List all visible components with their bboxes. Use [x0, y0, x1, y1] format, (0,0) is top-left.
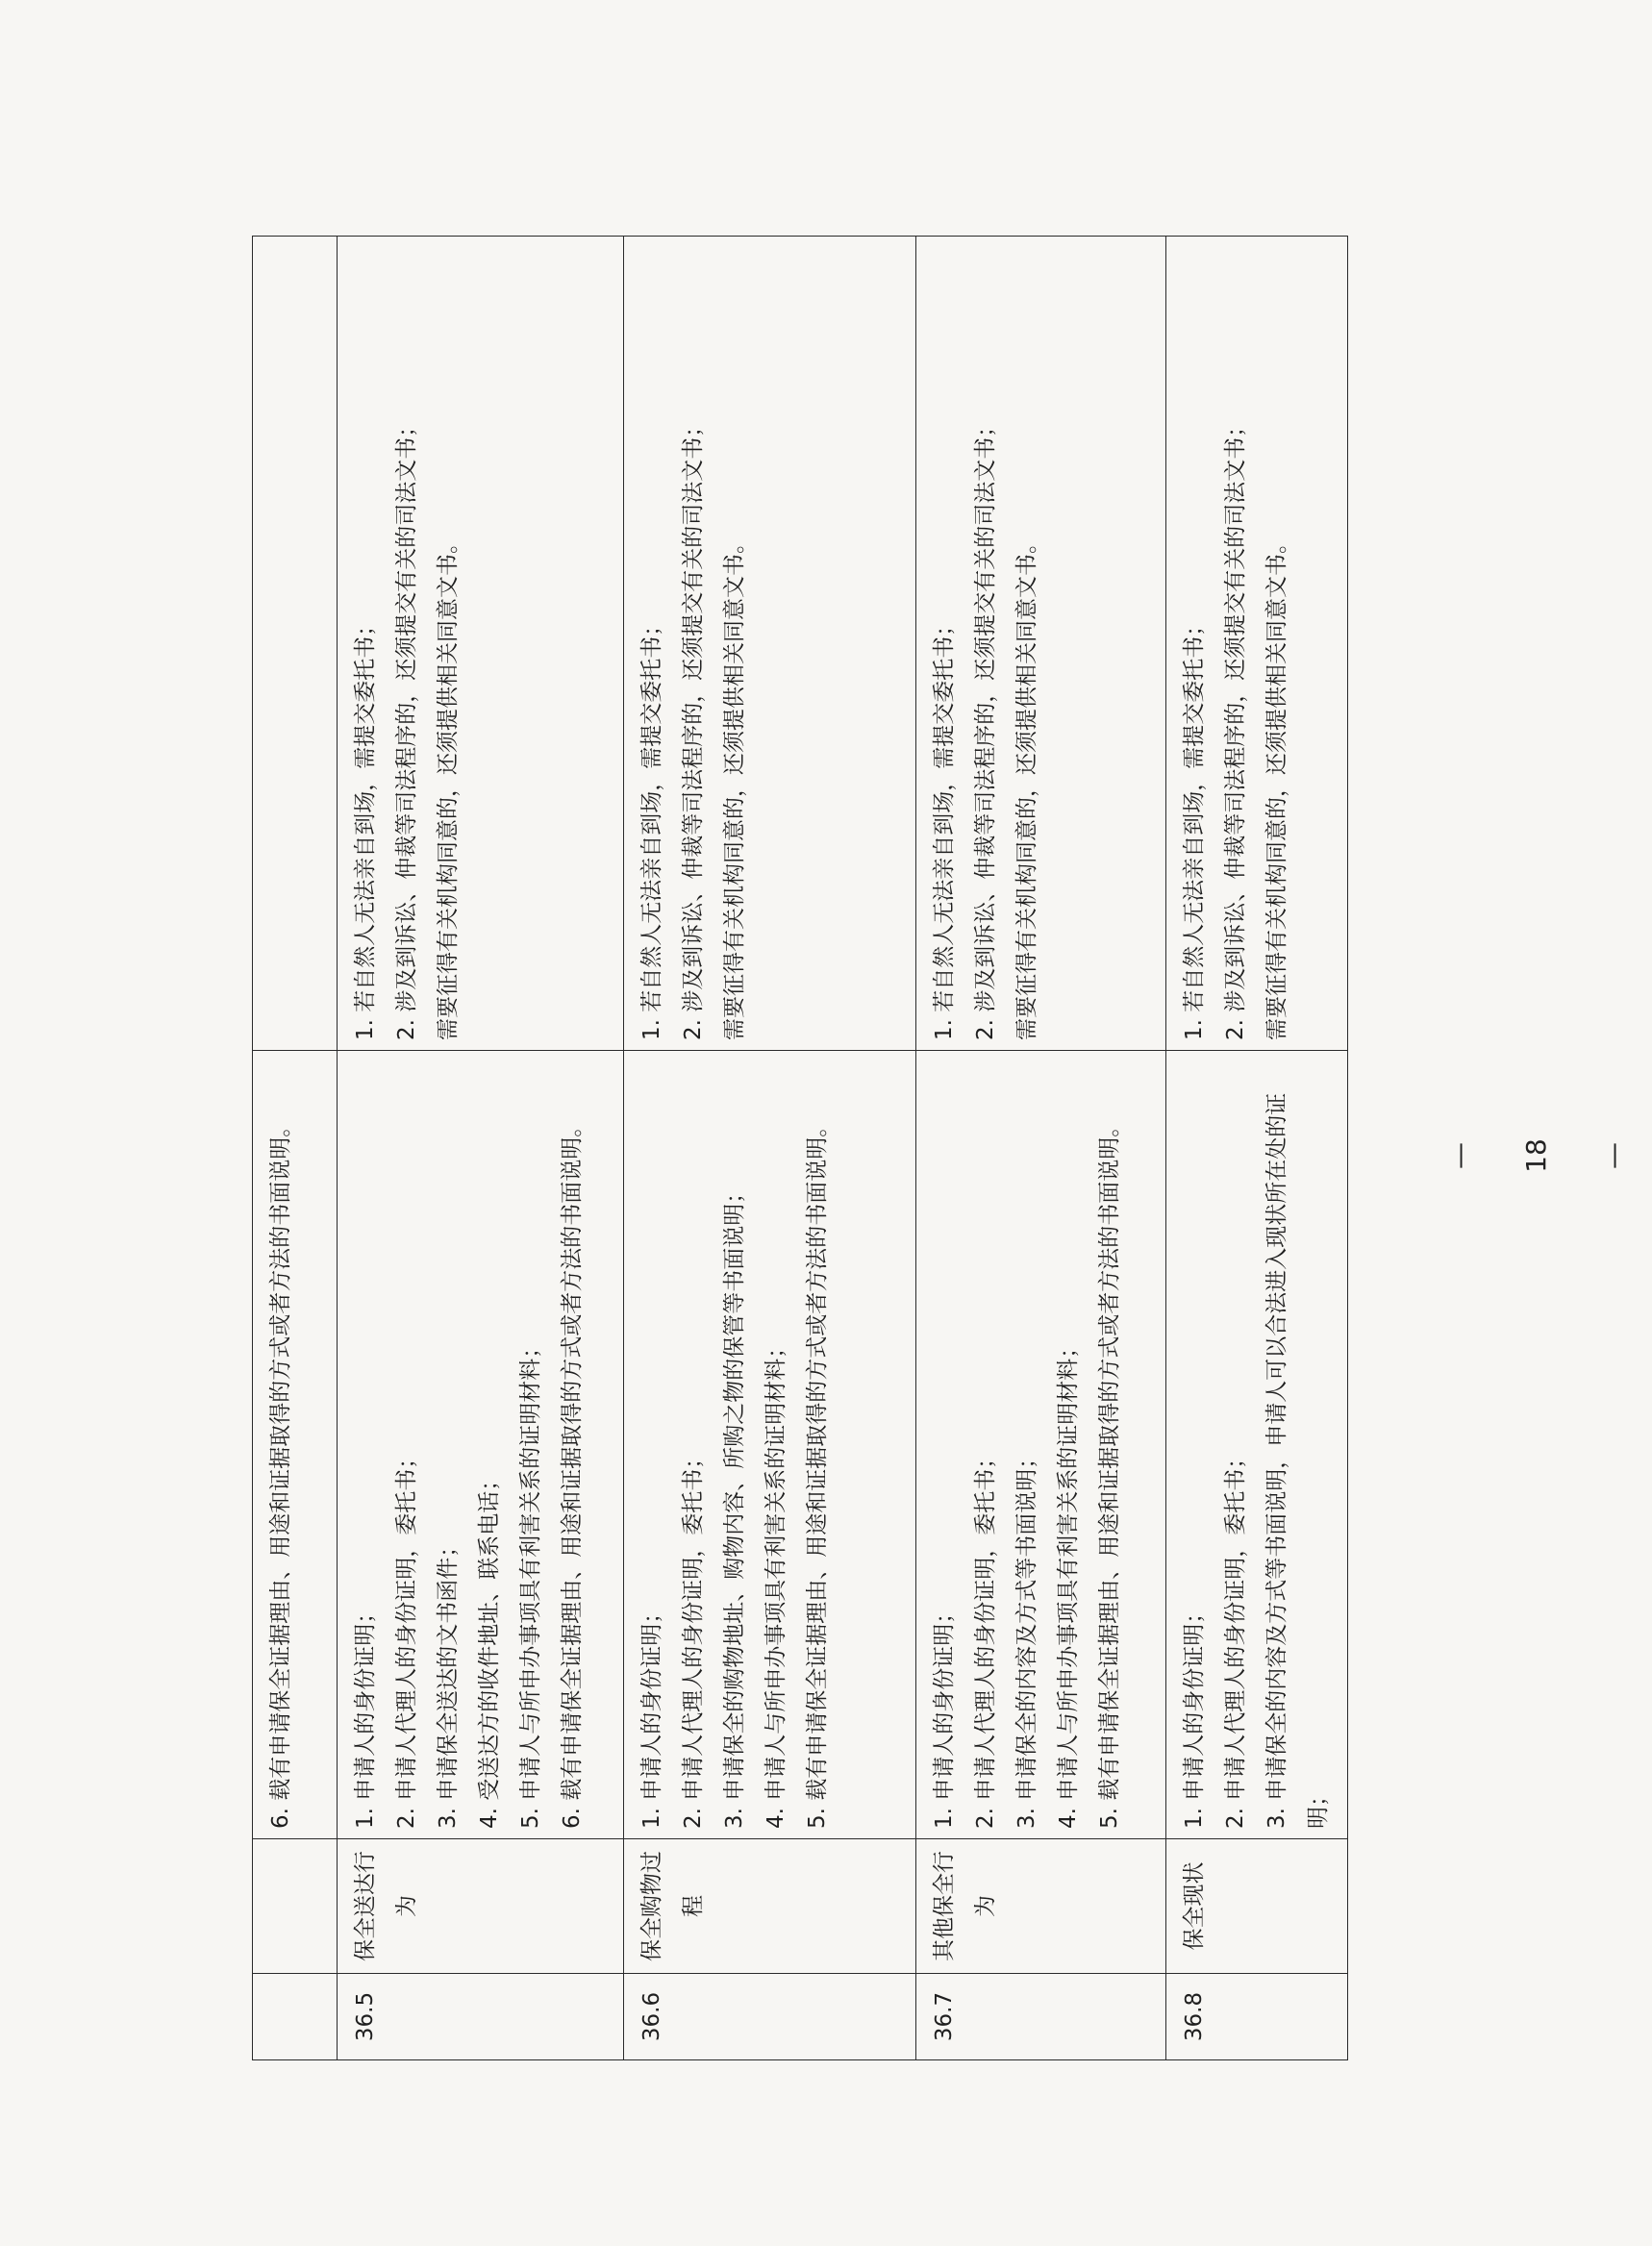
row-number: [253, 1974, 338, 2060]
row-number: 36.8: [1166, 1974, 1348, 2060]
materials-cell: [916, 1051, 1166, 1839]
row-number: 36.5: [338, 1974, 624, 2060]
material-line: 2. 申请人代理人的身份证明，委托书；: [1223, 1446, 1248, 1829]
requirement-line: 需要征得有关机构同意的，还须提供相关同意文书。: [1264, 532, 1289, 1040]
material-line: 2. 申请人代理人的身份证明，委托书；: [394, 1446, 419, 1829]
materials-cell: [624, 1051, 916, 1839]
requirement-line: 需要征得有关机构同意的，还须提供相关同意文书。: [436, 532, 461, 1040]
notary-requirements-table: [252, 236, 1348, 2060]
material-line: 6. 载有申请保全证据理由、用途和证据取得的方式或者方法的书面说明。: [560, 1114, 585, 1829]
material-line: 1. 申请人的身份证明；: [1182, 1601, 1207, 1829]
item-name: 其他保全行为: [916, 1839, 1166, 1974]
material-line: 2. 申请人代理人的身份证明，委托书；: [681, 1446, 706, 1829]
materials-cell: [1166, 1051, 1348, 1839]
row-number: 36.6: [624, 1974, 916, 2060]
material-line: 1. 申请人的身份证明；: [932, 1601, 957, 1829]
item-name: [253, 1839, 338, 1974]
material-line: 3. 申请保全的内容及方式等书面说明；: [1014, 1446, 1039, 1829]
table-row: [916, 237, 1166, 2060]
material-line: 5. 载有申请保全证据理由、用途和证据取得的方式或者方法的书面说明。: [805, 1114, 830, 1829]
table-row: [253, 237, 338, 2060]
material-line: 3. 申请保全送达的文书函件；: [436, 1535, 461, 1829]
material-line: 3. 申请保全的内容及方式等书面说明，申请人可以合法进入现状所在处的证明；: [1264, 1092, 1331, 1829]
rotated-table-container: [252, 237, 1339, 2060]
material-line: 4. 申请人与所申办事项具有利害关系的证明材料；: [1056, 1335, 1081, 1829]
requirement-line: 2. 涉及到诉讼、仲裁等司法程序的，还须提交有关的司法文书；: [681, 414, 706, 1040]
item-name: 保全现状: [1166, 1839, 1348, 1974]
item-name: 保全送达行为: [338, 1839, 624, 1974]
requirements-cell: [1166, 237, 1348, 1051]
table-row: [338, 237, 624, 2060]
requirement-line: 1. 若自然人无法亲自到场，需提交委托书；: [932, 613, 957, 1040]
material-line: 4. 受送达方的收件地址、联系电话；: [477, 1468, 502, 1829]
item-name: 保全购物过程: [624, 1839, 916, 1974]
materials-cell: [338, 1051, 624, 1839]
material-line: 5. 申请人与所申办事项具有利害关系的证明材料；: [518, 1335, 543, 1829]
requirement-line: 2. 涉及到诉讼、仲裁等司法程序的，还须提交有关的司法文书；: [1223, 414, 1248, 1040]
material-line: 4. 申请人与所申办事项具有利害关系的证明材料；: [763, 1335, 788, 1829]
requirements-cell: [253, 237, 338, 1051]
material-line: 6. 载有申请保全证据理由、用途和证据取得的方式或者方法的书面说明。: [268, 1114, 293, 1829]
requirement-line: 1. 若自然人无法亲自到场，需提交委托书；: [639, 613, 664, 1040]
table-row: [624, 237, 916, 2060]
material-line: 5. 载有申请保全证据理由、用途和证据取得的方式或者方法的书面说明。: [1097, 1114, 1122, 1829]
requirements-cell: [624, 237, 916, 1051]
requirement-line: 需要征得有关机构同意的，还须提供相关同意文书。: [722, 532, 747, 1040]
requirements-cell: [338, 237, 624, 1051]
materials-cell: [253, 1051, 338, 1839]
material-line: 3. 申请保全的购物地址、购物内容、所购之物的保管等书面说明；: [722, 1181, 747, 1829]
material-line: 1. 申请人的身份证明；: [353, 1601, 378, 1829]
requirement-line: 需要征得有关机构同意的，还须提供相关同意文书。: [1014, 532, 1039, 1040]
table-row: [1166, 237, 1348, 2060]
material-line: 1. 申请人的身份证明；: [639, 1601, 664, 1829]
material-line: 2. 申请人代理人的身份证明，委托书；: [973, 1446, 998, 1829]
row-number: 36.7: [916, 1974, 1166, 2060]
requirement-line: 2. 涉及到诉讼、仲裁等司法程序的，还须提交有关的司法文书；: [973, 414, 998, 1040]
requirements-cell: [916, 237, 1166, 1051]
requirement-line: 2. 涉及到诉讼、仲裁等司法程序的，还须提交有关的司法文书；: [394, 414, 419, 1040]
page-number: — 18 —: [1443, 1138, 1629, 1173]
requirement-line: 1. 若自然人无法亲自到场，需提交委托书；: [353, 613, 378, 1040]
requirement-line: 1. 若自然人无法亲自到场，需提交委托书；: [1182, 613, 1207, 1040]
